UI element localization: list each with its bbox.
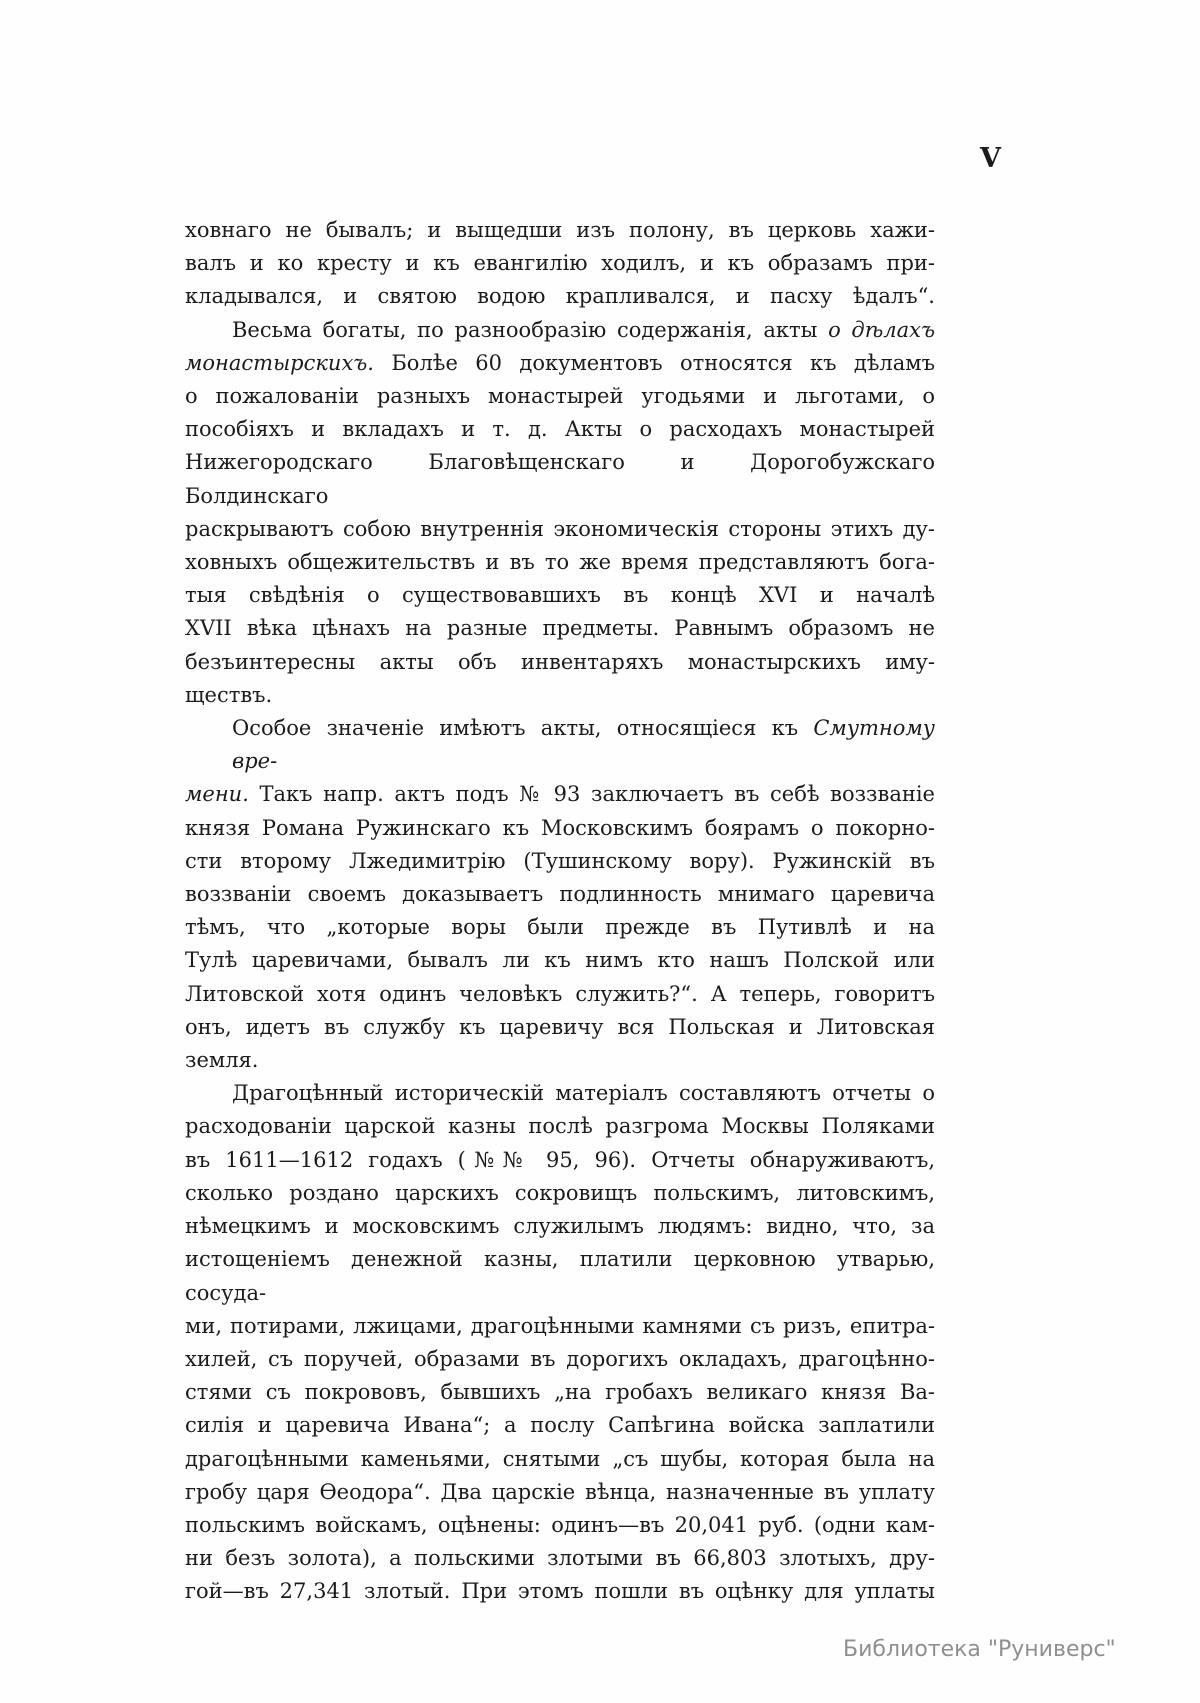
text-line <box>185 712 935 778</box>
text-line <box>185 1177 935 1210</box>
watermark: Библиотека "Руниверс" <box>843 1637 1116 1662</box>
paragraph <box>185 712 935 1077</box>
text-line <box>185 214 935 247</box>
paragraph <box>185 314 935 712</box>
text-segment: ни безъ золота), а польскими злотыми въ 66,803 злотыхъ, дру- <box>185 1546 935 1571</box>
text-segment: пособіяхъ и вкладахъ и т. д. Акты о расходахъ монастырей <box>185 417 935 442</box>
text-segment: Такъ напр. актъ подъ № 93 заключаетъ въ себѣ воззваніе <box>248 782 935 807</box>
text-line <box>185 1243 935 1309</box>
text-line <box>185 1409 935 1442</box>
text-segment: онъ, идетъ въ службу къ царевичу вся Польская и Литовская <box>185 1014 935 1039</box>
text-segment: Весьма богаты, по разнообразію содержанія, акты <box>232 317 829 342</box>
text-segment: тыя свѣдѣнія о существовавшихъ въ концѣ XVI и началѣ <box>185 583 935 608</box>
text-line <box>185 1542 935 1575</box>
text-segment: стями съ покрововъ, бывшихъ „на гробахъ великаго князя Ва- <box>185 1380 935 1405</box>
text-segment: воззваніи своемъ доказываетъ подлинность мнимаго царевича <box>185 882 935 907</box>
paragraph <box>185 214 935 314</box>
italic-text-segment: Смутному вре- <box>232 716 935 774</box>
text-line <box>185 911 935 944</box>
text-segment: безъинтересны акты объ инвентаряхъ монастырскихъ иму- <box>185 649 935 674</box>
text-segment: земля. <box>185 1048 259 1073</box>
text-line <box>185 679 935 712</box>
text-segment: князя Романа Ружинскаго къ Московскимъ боярамъ о покорно- <box>185 815 935 840</box>
text-line <box>185 1011 935 1044</box>
text-segment: Особое значеніе имѣютъ акты, относящіеся къ <box>232 716 814 741</box>
text-segment: Драгоцѣнный историческій матеріалъ составляютъ отчеты о <box>232 1081 935 1106</box>
text-line <box>185 944 935 977</box>
text-segment: о пожалованіи разныхъ монастырей угодьями и льготами, о <box>185 384 935 409</box>
text-segment: Болѣе 60 документовъ относятся къ дѣламъ <box>373 350 935 375</box>
text-line <box>185 546 935 579</box>
text-segment: ществъ. <box>185 682 273 707</box>
text-segment: драгоцѣнными каменьями, снятыми „съ шубы, которая была на <box>185 1446 935 1471</box>
text-line <box>185 579 935 612</box>
text-line <box>185 1443 935 1476</box>
text-segment: сколько роздано царскихъ сокровищъ польскимъ, литовскимъ, <box>185 1180 935 1205</box>
text-line <box>185 1509 935 1542</box>
italic-text-segment: мени. <box>185 782 249 807</box>
text-segment: раскрываютъ собою внутреннія экономическія стороны этихъ ду- <box>185 516 935 541</box>
text-segment: Нижегородскаго Благовѣщенскаго и Дорогобужскаго Болдинскаго <box>185 450 935 508</box>
text-line <box>185 845 935 878</box>
text-line <box>185 247 935 280</box>
text-line <box>185 1210 935 1243</box>
text-line <box>185 1575 935 1608</box>
paragraph <box>185 1077 935 1608</box>
text-segment: въ 1611—1612 годахъ (№№ 95, 96). Отчеты обнаруживаютъ, <box>185 1147 935 1172</box>
text-line <box>185 280 935 313</box>
text-block <box>185 214 935 1609</box>
text-line <box>185 314 935 347</box>
italic-text-segment: монастырскихъ. <box>185 350 374 375</box>
text-segment: нѣмецкимъ и московскимъ служилымъ людямъ: видно, что, за <box>185 1214 935 1239</box>
text-line <box>185 1110 935 1143</box>
text-line <box>185 347 935 380</box>
page-number: V <box>980 143 1002 174</box>
text-segment: ховнаго не бывалъ; и выщедши изъ полону, въ церковь хажи- <box>185 218 935 242</box>
text-segment: тѣмъ, что „которые воры были прежде въ Путивлѣ и на <box>185 915 935 940</box>
text-segment: расходованіи царской казны послѣ разгрома Москвы Поляками <box>185 1114 935 1139</box>
text-line <box>185 1343 935 1376</box>
text-segment: Тулѣ царевичами, бывалъ ли къ нимъ кто нашъ Полской или <box>185 948 935 973</box>
text-segment: кладывался, и святою водою крапливался, и пасху ѣдалъ“. <box>185 284 935 309</box>
text-line <box>185 778 935 811</box>
text-segment: хилей, съ поручей, образами въ дорогихъ окладахъ, драгоцѣнно- <box>185 1346 935 1371</box>
text-line <box>185 1077 935 1110</box>
text-segment: ховныхъ общежительствъ и въ то же время представляютъ бога- <box>185 550 935 575</box>
text-line <box>185 1144 935 1177</box>
text-line <box>185 1476 935 1509</box>
text-segment: валъ и ко кресту и къ евангилію ходилъ, и къ образамъ при- <box>185 251 935 276</box>
text-line <box>185 812 935 845</box>
text-line <box>185 1044 935 1077</box>
text-line <box>185 413 935 446</box>
text-line <box>185 978 935 1011</box>
text-line <box>185 446 935 512</box>
text-segment: Литовской хотя одинъ человѣкъ служить?“. А теперь, говоритъ <box>185 981 935 1006</box>
text-line <box>185 380 935 413</box>
text-segment: польскимъ войскамъ, оцѣнены: одинъ—въ 20,041 руб. (одни кам- <box>185 1512 935 1537</box>
text-segment: гробу царя Ѳеодора“. Два царскіе вѣнца, назначенные въ уплату <box>185 1479 935 1504</box>
text-line <box>185 612 935 645</box>
text-segment: XVII вѣка цѣнахъ на разные предметы. Равнымъ образомъ не <box>185 616 935 641</box>
text-line <box>185 1310 935 1343</box>
text-line <box>185 513 935 546</box>
text-segment: истощеніемъ денежной казны, платили церковною утварью, сосуда- <box>185 1247 935 1305</box>
text-line <box>185 1376 935 1409</box>
text-segment: сти второму Лжедимитрію (Тушинскому вору). Ружинскій въ <box>185 848 935 873</box>
text-segment: гой—въ 27,341 злотый. При этомъ пошли въ оцѣнку для уплаты <box>185 1579 935 1604</box>
text-segment: силія и царевича Ивана“; а послу Сапѣгина войска заплатили <box>185 1413 935 1438</box>
text-line <box>185 878 935 911</box>
italic-text-segment: о дѣлахъ <box>828 317 935 342</box>
text-line <box>185 646 935 679</box>
text-segment: ми, потирами, лжицами, драгоцѣнными камнями съ ризъ, епитра- <box>185 1313 935 1338</box>
